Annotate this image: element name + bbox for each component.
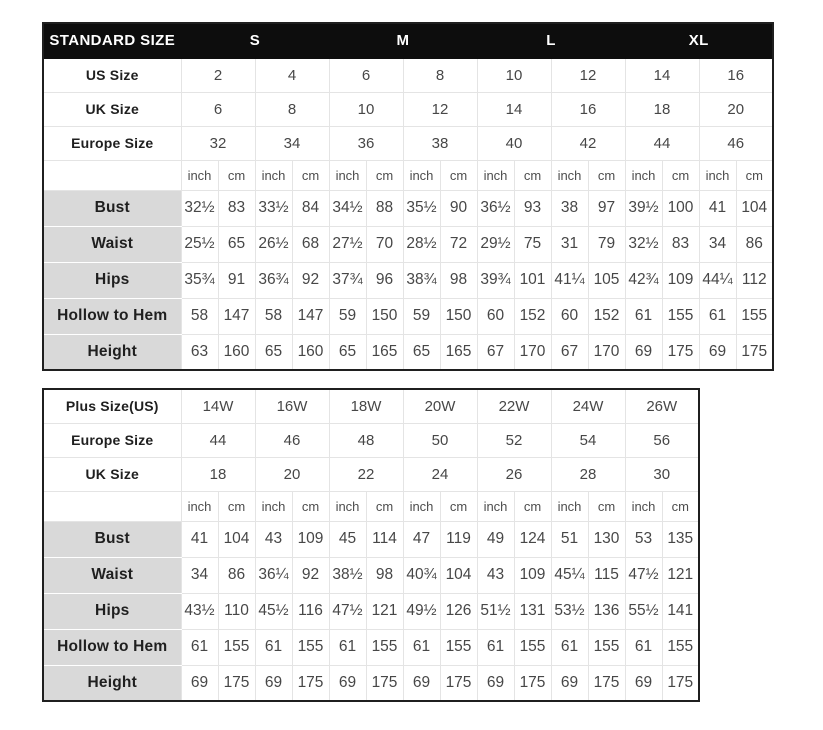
measurement-value-cell: 47½ xyxy=(625,557,662,593)
measurement-value-cell: 136 xyxy=(588,593,625,629)
measurement-value-cell: 65 xyxy=(403,334,440,370)
measurement-value-cell: 109 xyxy=(662,262,699,298)
unit-label-cell: inch xyxy=(329,160,366,190)
measurement-value-cell: 34½ xyxy=(329,190,366,226)
size-group-header: XL xyxy=(625,23,773,58)
measurement-value-cell: 69 xyxy=(477,665,514,701)
empty-label-cell xyxy=(43,160,181,190)
size-value-cell: 12 xyxy=(403,92,477,126)
measurement-row xyxy=(43,262,773,298)
unit-label-cell: inch xyxy=(625,491,662,521)
measurement-row xyxy=(43,593,699,629)
unit-label-cell: cm xyxy=(662,491,699,521)
size-row xyxy=(43,423,699,457)
measurement-value-cell: 38¾ xyxy=(403,262,440,298)
measurement-value-cell: 59 xyxy=(329,298,366,334)
measurement-value-cell: 155 xyxy=(588,629,625,665)
measurement-value-cell: 58 xyxy=(255,298,292,334)
measurement-value-cell: 165 xyxy=(366,334,403,370)
measurement-value-cell: 79 xyxy=(588,226,625,262)
measurement-value-cell: 98 xyxy=(440,262,477,298)
measurement-value-cell: 175 xyxy=(662,334,699,370)
size-value-cell: 46 xyxy=(255,423,329,457)
unit-label-cell: inch xyxy=(477,491,514,521)
measurement-value-cell: 83 xyxy=(662,226,699,262)
measurement-value-cell: 29½ xyxy=(477,226,514,262)
measurement-value-cell: 104 xyxy=(218,521,255,557)
row-label: Bust xyxy=(43,521,181,557)
measurement-value-cell: 36¾ xyxy=(255,262,292,298)
measurement-value-cell: 39½ xyxy=(625,190,662,226)
measurement-value-cell: 121 xyxy=(662,557,699,593)
measurement-value-cell: 38½ xyxy=(329,557,366,593)
standard-size-table-container xyxy=(42,22,774,371)
standard-size-table xyxy=(42,22,774,371)
measurement-value-cell: 51½ xyxy=(477,593,514,629)
measurement-value-cell: 124 xyxy=(514,521,551,557)
size-value-cell: 8 xyxy=(403,58,477,92)
size-row xyxy=(43,58,773,92)
size-group-header: M xyxy=(329,23,477,58)
row-label: UK Size xyxy=(43,92,181,126)
size-row xyxy=(43,457,699,491)
size-value-cell: 16W xyxy=(255,389,329,423)
measurement-value-cell: 53½ xyxy=(551,593,588,629)
measurement-value-cell: 49 xyxy=(477,521,514,557)
measurement-value-cell: 68 xyxy=(292,226,329,262)
measurement-value-cell: 31 xyxy=(551,226,588,262)
measurement-value-cell: 43½ xyxy=(181,593,218,629)
measurement-value-cell: 59 xyxy=(403,298,440,334)
measurement-value-cell: 61 xyxy=(477,629,514,665)
measurement-value-cell: 160 xyxy=(292,334,329,370)
row-label: US Size xyxy=(43,58,181,92)
measurement-value-cell: 116 xyxy=(292,593,329,629)
measurement-value-cell: 67 xyxy=(551,334,588,370)
unit-label-cell: cm xyxy=(662,160,699,190)
size-value-cell: 44 xyxy=(625,126,699,160)
row-label: Plus Size(US) xyxy=(43,389,181,423)
size-value-cell: 20 xyxy=(699,92,773,126)
measurement-value-cell: 109 xyxy=(514,557,551,593)
measurement-value-cell: 42¾ xyxy=(625,262,662,298)
measurement-value-cell: 126 xyxy=(440,593,477,629)
measurement-value-cell: 35¾ xyxy=(181,262,218,298)
size-value-cell: 48 xyxy=(329,423,403,457)
size-value-cell: 14 xyxy=(477,92,551,126)
size-value-cell: 26 xyxy=(477,457,551,491)
measurement-value-cell: 175 xyxy=(366,665,403,701)
measurement-value-cell: 155 xyxy=(662,298,699,334)
measurement-value-cell: 152 xyxy=(514,298,551,334)
size-value-cell: 40 xyxy=(477,126,551,160)
unit-label-cell: inch xyxy=(255,160,292,190)
size-value-cell: 34 xyxy=(255,126,329,160)
measurement-value-cell: 98 xyxy=(366,557,403,593)
measurement-value-cell: 104 xyxy=(736,190,773,226)
unit-label-cell: cm xyxy=(292,160,329,190)
measurement-value-cell: 34 xyxy=(181,557,218,593)
measurement-value-cell: 61 xyxy=(403,629,440,665)
plus-size-table-container xyxy=(42,388,700,702)
measurement-value-cell: 155 xyxy=(292,629,329,665)
measurement-value-cell: 109 xyxy=(292,521,329,557)
row-label: Europe Size xyxy=(43,423,181,457)
measurement-row xyxy=(43,521,699,557)
measurement-value-cell: 32½ xyxy=(625,226,662,262)
size-value-cell: 16 xyxy=(551,92,625,126)
row-label: Hips xyxy=(43,593,181,629)
size-value-cell: 56 xyxy=(625,423,699,457)
size-value-cell: 10 xyxy=(329,92,403,126)
size-value-cell: 18 xyxy=(181,457,255,491)
size-value-cell: 52 xyxy=(477,423,551,457)
measurement-value-cell: 49½ xyxy=(403,593,440,629)
table-header-row xyxy=(43,23,773,58)
measurement-value-cell: 112 xyxy=(736,262,773,298)
measurement-value-cell: 41 xyxy=(699,190,736,226)
measurement-value-cell: 61 xyxy=(625,629,662,665)
size-row xyxy=(43,92,773,126)
unit-label-cell: cm xyxy=(514,160,551,190)
unit-label-cell: inch xyxy=(551,491,588,521)
measurement-value-cell: 45½ xyxy=(255,593,292,629)
measurement-value-cell: 155 xyxy=(662,629,699,665)
unit-row xyxy=(43,160,773,190)
measurement-value-cell: 155 xyxy=(366,629,403,665)
measurement-value-cell: 69 xyxy=(551,665,588,701)
unit-label-cell: inch xyxy=(699,160,736,190)
measurement-value-cell: 86 xyxy=(736,226,773,262)
measurement-value-cell: 37¾ xyxy=(329,262,366,298)
measurement-value-cell: 130 xyxy=(588,521,625,557)
unit-row xyxy=(43,491,699,521)
unit-label-cell: cm xyxy=(736,160,773,190)
measurement-value-cell: 69 xyxy=(699,334,736,370)
measurement-value-cell: 63 xyxy=(181,334,218,370)
size-value-cell: 12 xyxy=(551,58,625,92)
size-value-cell: 6 xyxy=(181,92,255,126)
unit-label-cell: inch xyxy=(625,160,662,190)
row-label: Waist xyxy=(43,557,181,593)
row-label: Hips xyxy=(43,262,181,298)
unit-label-cell: inch xyxy=(181,491,218,521)
measurement-value-cell: 58 xyxy=(181,298,218,334)
measurement-value-cell: 96 xyxy=(366,262,403,298)
measurement-value-cell: 28½ xyxy=(403,226,440,262)
measurement-value-cell: 100 xyxy=(662,190,699,226)
size-row xyxy=(43,126,773,160)
measurement-value-cell: 41 xyxy=(181,521,218,557)
measurement-value-cell: 92 xyxy=(292,262,329,298)
measurement-value-cell: 65 xyxy=(218,226,255,262)
measurement-value-cell: 41¼ xyxy=(551,262,588,298)
measurement-value-cell: 150 xyxy=(366,298,403,334)
measurement-value-cell: 135 xyxy=(662,521,699,557)
size-group-header: S xyxy=(181,23,329,58)
measurement-value-cell: 175 xyxy=(736,334,773,370)
measurement-value-cell: 115 xyxy=(588,557,625,593)
measurement-value-cell: 65 xyxy=(329,334,366,370)
size-value-cell: 32 xyxy=(181,126,255,160)
size-value-cell: 36 xyxy=(329,126,403,160)
size-value-cell: 22W xyxy=(477,389,551,423)
measurement-value-cell: 110 xyxy=(218,593,255,629)
measurement-value-cell: 69 xyxy=(329,665,366,701)
measurement-value-cell: 44¼ xyxy=(699,262,736,298)
measurement-value-cell: 170 xyxy=(514,334,551,370)
row-label: Hollow to Hem xyxy=(43,298,181,334)
size-value-cell: 44 xyxy=(181,423,255,457)
unit-label-cell: cm xyxy=(588,491,625,521)
measurement-value-cell: 47 xyxy=(403,521,440,557)
size-value-cell: 22 xyxy=(329,457,403,491)
row-label: Height xyxy=(43,334,181,370)
measurement-row xyxy=(43,665,699,701)
size-value-cell: 50 xyxy=(403,423,477,457)
measurement-value-cell: 69 xyxy=(625,334,662,370)
unit-label-cell: cm xyxy=(366,491,403,521)
measurement-value-cell: 45 xyxy=(329,521,366,557)
measurement-value-cell: 175 xyxy=(588,665,625,701)
size-value-cell: 20W xyxy=(403,389,477,423)
unit-label-cell: inch xyxy=(181,160,218,190)
measurement-value-cell: 61 xyxy=(329,629,366,665)
measurement-value-cell: 33½ xyxy=(255,190,292,226)
measurement-value-cell: 147 xyxy=(218,298,255,334)
row-label: Waist xyxy=(43,226,181,262)
size-value-cell: 26W xyxy=(625,389,699,423)
measurement-value-cell: 119 xyxy=(440,521,477,557)
row-label: Europe Size xyxy=(43,126,181,160)
measurement-row xyxy=(43,226,773,262)
unit-label-cell: cm xyxy=(588,160,625,190)
measurement-value-cell: 32½ xyxy=(181,190,218,226)
measurement-value-cell: 155 xyxy=(218,629,255,665)
measurement-value-cell: 40¾ xyxy=(403,557,440,593)
measurement-value-cell: 131 xyxy=(514,593,551,629)
size-value-cell: 46 xyxy=(699,126,773,160)
unit-label-cell: cm xyxy=(292,491,329,521)
measurement-value-cell: 84 xyxy=(292,190,329,226)
measurement-value-cell: 39¾ xyxy=(477,262,514,298)
measurement-value-cell: 61 xyxy=(255,629,292,665)
unit-label-cell: cm xyxy=(218,491,255,521)
measurement-value-cell: 72 xyxy=(440,226,477,262)
measurement-value-cell: 150 xyxy=(440,298,477,334)
measurement-value-cell: 65 xyxy=(255,334,292,370)
size-value-cell: 38 xyxy=(403,126,477,160)
measurement-value-cell: 35½ xyxy=(403,190,440,226)
unit-label-cell: inch xyxy=(403,160,440,190)
measurement-value-cell: 43 xyxy=(255,521,292,557)
measurement-value-cell: 152 xyxy=(588,298,625,334)
measurement-value-cell: 60 xyxy=(477,298,514,334)
measurement-value-cell: 38 xyxy=(551,190,588,226)
size-value-cell: 10 xyxy=(477,58,551,92)
measurement-value-cell: 61 xyxy=(181,629,218,665)
measurement-value-cell: 170 xyxy=(588,334,625,370)
measurement-value-cell: 175 xyxy=(662,665,699,701)
measurement-value-cell: 61 xyxy=(551,629,588,665)
measurement-value-cell: 70 xyxy=(366,226,403,262)
measurement-value-cell: 53 xyxy=(625,521,662,557)
size-value-cell: 30 xyxy=(625,457,699,491)
measurement-value-cell: 160 xyxy=(218,334,255,370)
table-title: STANDARD SIZE xyxy=(43,23,181,58)
measurement-value-cell: 61 xyxy=(625,298,662,334)
size-value-cell: 24W xyxy=(551,389,625,423)
measurement-row xyxy=(43,298,773,334)
measurement-value-cell: 155 xyxy=(514,629,551,665)
measurement-value-cell: 75 xyxy=(514,226,551,262)
measurement-row xyxy=(43,629,699,665)
measurement-value-cell: 92 xyxy=(292,557,329,593)
plus-size-table xyxy=(42,388,700,702)
measurement-value-cell: 114 xyxy=(366,521,403,557)
measurement-row xyxy=(43,557,699,593)
size-value-cell: 6 xyxy=(329,58,403,92)
measurement-value-cell: 45¼ xyxy=(551,557,588,593)
measurement-value-cell: 165 xyxy=(440,334,477,370)
unit-label-cell: inch xyxy=(255,491,292,521)
empty-label-cell xyxy=(43,491,181,521)
size-value-cell: 2 xyxy=(181,58,255,92)
size-value-cell: 20 xyxy=(255,457,329,491)
measurement-value-cell: 105 xyxy=(588,262,625,298)
unit-label-cell: inch xyxy=(477,160,514,190)
measurement-value-cell: 55½ xyxy=(625,593,662,629)
unit-label-cell: inch xyxy=(403,491,440,521)
unit-label-cell: cm xyxy=(440,491,477,521)
size-value-cell: 14 xyxy=(625,58,699,92)
measurement-value-cell: 69 xyxy=(255,665,292,701)
measurement-value-cell: 83 xyxy=(218,190,255,226)
size-value-cell: 4 xyxy=(255,58,329,92)
size-value-cell: 18 xyxy=(625,92,699,126)
measurement-value-cell: 88 xyxy=(366,190,403,226)
size-value-cell: 54 xyxy=(551,423,625,457)
measurement-value-cell: 175 xyxy=(514,665,551,701)
measurement-value-cell: 121 xyxy=(366,593,403,629)
size-value-cell: 18W xyxy=(329,389,403,423)
unit-label-cell: cm xyxy=(366,160,403,190)
measurement-value-cell: 90 xyxy=(440,190,477,226)
measurement-value-cell: 97 xyxy=(588,190,625,226)
measurement-value-cell: 43 xyxy=(477,557,514,593)
measurement-value-cell: 36¼ xyxy=(255,557,292,593)
size-value-cell: 8 xyxy=(255,92,329,126)
measurement-value-cell: 175 xyxy=(218,665,255,701)
measurement-value-cell: 69 xyxy=(625,665,662,701)
measurement-value-cell: 60 xyxy=(551,298,588,334)
size-group-header: L xyxy=(477,23,625,58)
measurement-value-cell: 175 xyxy=(292,665,329,701)
measurement-value-cell: 51 xyxy=(551,521,588,557)
unit-label-cell: cm xyxy=(514,491,551,521)
size-value-cell: 28 xyxy=(551,457,625,491)
row-label: UK Size xyxy=(43,457,181,491)
measurement-value-cell: 155 xyxy=(440,629,477,665)
measurement-value-cell: 104 xyxy=(440,557,477,593)
measurement-value-cell: 91 xyxy=(218,262,255,298)
row-label: Hollow to Hem xyxy=(43,629,181,665)
size-value-cell: 16 xyxy=(699,58,773,92)
measurement-value-cell: 36½ xyxy=(477,190,514,226)
measurement-value-cell: 101 xyxy=(514,262,551,298)
unit-label-cell: inch xyxy=(329,491,366,521)
measurement-value-cell: 175 xyxy=(440,665,477,701)
measurement-value-cell: 86 xyxy=(218,557,255,593)
measurement-row xyxy=(43,190,773,226)
measurement-value-cell: 69 xyxy=(181,665,218,701)
size-value-cell: 24 xyxy=(403,457,477,491)
unit-label-cell: cm xyxy=(440,160,477,190)
measurement-value-cell: 47½ xyxy=(329,593,366,629)
measurement-value-cell: 141 xyxy=(662,593,699,629)
size-row xyxy=(43,389,699,423)
unit-label-cell: inch xyxy=(551,160,588,190)
measurement-row xyxy=(43,334,773,370)
measurement-value-cell: 93 xyxy=(514,190,551,226)
measurement-value-cell: 147 xyxy=(292,298,329,334)
measurement-value-cell: 34 xyxy=(699,226,736,262)
size-value-cell: 42 xyxy=(551,126,625,160)
measurement-value-cell: 69 xyxy=(403,665,440,701)
unit-label-cell: cm xyxy=(218,160,255,190)
measurement-value-cell: 155 xyxy=(736,298,773,334)
row-label: Height xyxy=(43,665,181,701)
measurement-value-cell: 27½ xyxy=(329,226,366,262)
row-label: Bust xyxy=(43,190,181,226)
measurement-value-cell: 67 xyxy=(477,334,514,370)
measurement-value-cell: 25½ xyxy=(181,226,218,262)
size-value-cell: 14W xyxy=(181,389,255,423)
measurement-value-cell: 61 xyxy=(699,298,736,334)
measurement-value-cell: 26½ xyxy=(255,226,292,262)
